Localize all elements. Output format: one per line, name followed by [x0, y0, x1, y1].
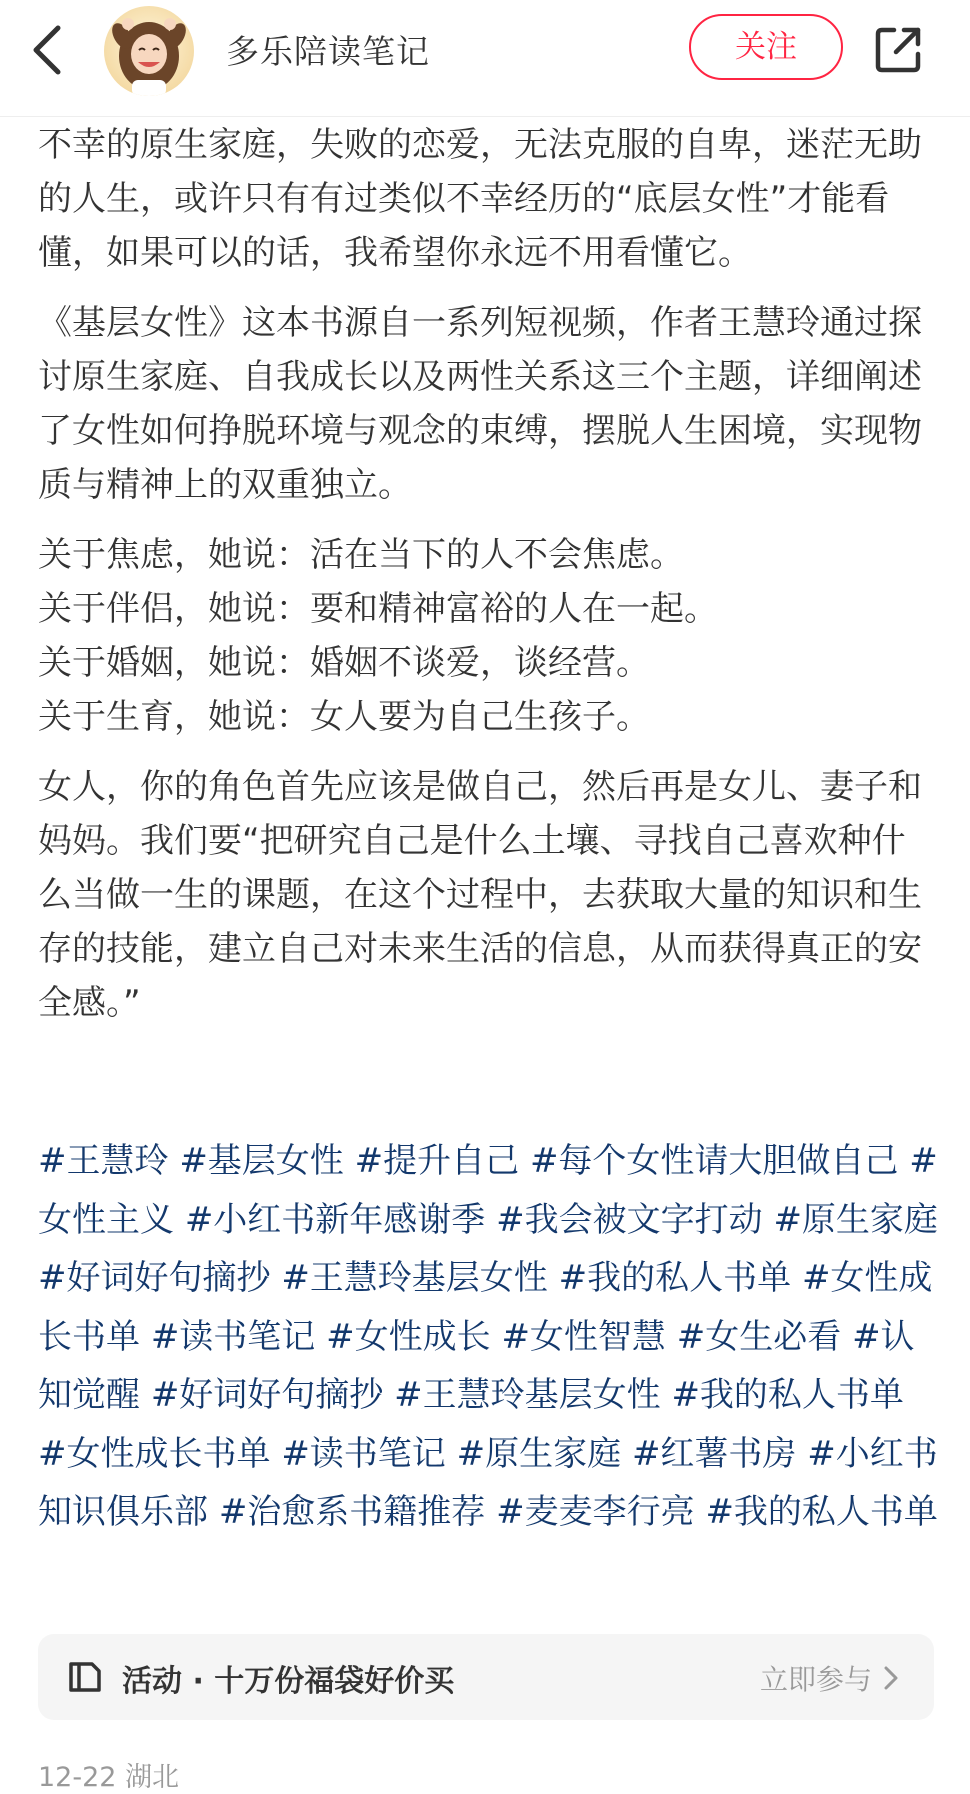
hashtag-link[interactable]: #小红书新年感谢季 [184, 1199, 486, 1240]
quote-line: 关于焦虑，她说：活在当下的人不会焦虑。 [38, 535, 684, 575]
hashtag-link[interactable]: #读书笔记 [150, 1316, 316, 1357]
hashtag-link[interactable]: #每个女性请大胆做自己 [529, 1141, 899, 1181]
hashtag-link[interactable]: #女性成长书单 [38, 1258, 933, 1357]
share-button[interactable] [872, 24, 924, 76]
post-meta [38, 1755, 179, 1794]
hashtag-link[interactable]: #王慧玲基层女性 [394, 1375, 661, 1415]
quote-line: 关于伴侣，她说：要和精神富裕的人在一起。 [38, 589, 718, 629]
author-name[interactable]: 多乐陪读笔记 [226, 32, 430, 71]
hashtag-link[interactable]: #王慧玲基层女性 [281, 1258, 548, 1298]
post-location: 湖北 [125, 1762, 180, 1793]
hashtag-link[interactable]: #我的私人书单 [705, 1492, 938, 1532]
hashtag-link[interactable]: #女性主义 [38, 1141, 938, 1240]
follow-button[interactable]: 关注 [689, 14, 843, 80]
hashtag-link[interactable]: #好词好句摘抄 [150, 1375, 384, 1415]
share-icon [872, 24, 924, 76]
paragraph-intro: 不幸的原生家庭，失败的恋爱，无法克服的自卑，迷茫无助的人生，或许只有有过类似不幸经历的“底层女性”才能看懂，如果可以的话，我希望你永远不用看懂它。 [38, 125, 922, 273]
hashtag-link[interactable]: #治愈系书籍推荐 [218, 1492, 486, 1532]
activity-tag-icon [66, 1658, 104, 1696]
hashtag-link[interactable]: #红薯书房 [631, 1433, 797, 1474]
quote-list [38, 528, 938, 744]
hashtag-link[interactable]: #女性成长书单 [38, 1433, 271, 1474]
quote-line: 关于婚姻，她说：婚姻不谈爱，谈经营。 [38, 643, 650, 683]
paragraph-book-summary: 《基层女性》这本书源自一系列短视频，作者王慧玲通过探讨原生家庭、自我成长以及两性关系这三个主题，详细阐述了女性如何挣脱环境与观念的束缚，摆脱人生困境，实现物质与精神上的双重独立。 [38, 303, 922, 505]
note-content [38, 118, 938, 1046]
avatar-illustration-icon [104, 6, 194, 96]
hashtag-link[interactable]: #提升自己 [354, 1141, 520, 1181]
hashtag-link[interactable]: #基层女性 [179, 1141, 344, 1181]
hashtag-link[interactable]: #原生家庭 [773, 1199, 938, 1240]
hashtag-link[interactable]: #我的私人书单 [671, 1375, 904, 1415]
activity-banner[interactable] [38, 1634, 934, 1720]
hashtag-link[interactable]: #女生必看 [676, 1316, 842, 1357]
hashtag-link[interactable]: #认知觉醒 [38, 1316, 915, 1415]
back-arrow-icon [28, 22, 78, 78]
activity-join-link[interactable]: 立即参与 [759, 1663, 872, 1696]
hashtag-link[interactable]: #小红书知识俱乐部 [38, 1433, 938, 1532]
post-date: 12-22 [38, 1762, 117, 1793]
top-bar [0, 0, 970, 117]
hashtag-link[interactable]: #麦麦李行亮 [496, 1492, 695, 1532]
hashtag-link[interactable]: #我会被文字打动 [496, 1199, 763, 1240]
chevron-right-icon [882, 1664, 900, 1692]
hashtag-link[interactable]: #原生家庭 [456, 1433, 622, 1474]
hashtag-list [38, 1132, 938, 1542]
hashtag-link[interactable]: #女性智慧 [501, 1316, 666, 1357]
hashtag-link[interactable]: #我的私人书单 [558, 1258, 792, 1298]
quote-line: 关于生育，她说：女人要为自己生孩子。 [38, 697, 650, 737]
paragraph-conclusion: 女人，你的角色首先应该是做自己，然后再是女儿、妻子和妈妈。我们要“把研究自己是什么土壤、寻找自己喜欢种什么当做一生的课题，在这个过程中，去获取大量的知识和生存的技能，建立自己对未来生活的信息，从而获得真正的安全感。” [38, 767, 922, 1023]
author-avatar[interactable] [104, 6, 194, 96]
hashtag-link[interactable]: #王慧玲 [38, 1141, 169, 1181]
activity-text: 活动 · 十万份福袋好价买 [122, 1664, 455, 1699]
back-button[interactable] [28, 22, 78, 78]
hashtag-link[interactable]: #读书笔记 [281, 1433, 446, 1474]
hashtag-link[interactable]: #好词好句摘抄 [38, 1258, 271, 1298]
hashtag-link[interactable]: #女性成长 [326, 1316, 491, 1357]
